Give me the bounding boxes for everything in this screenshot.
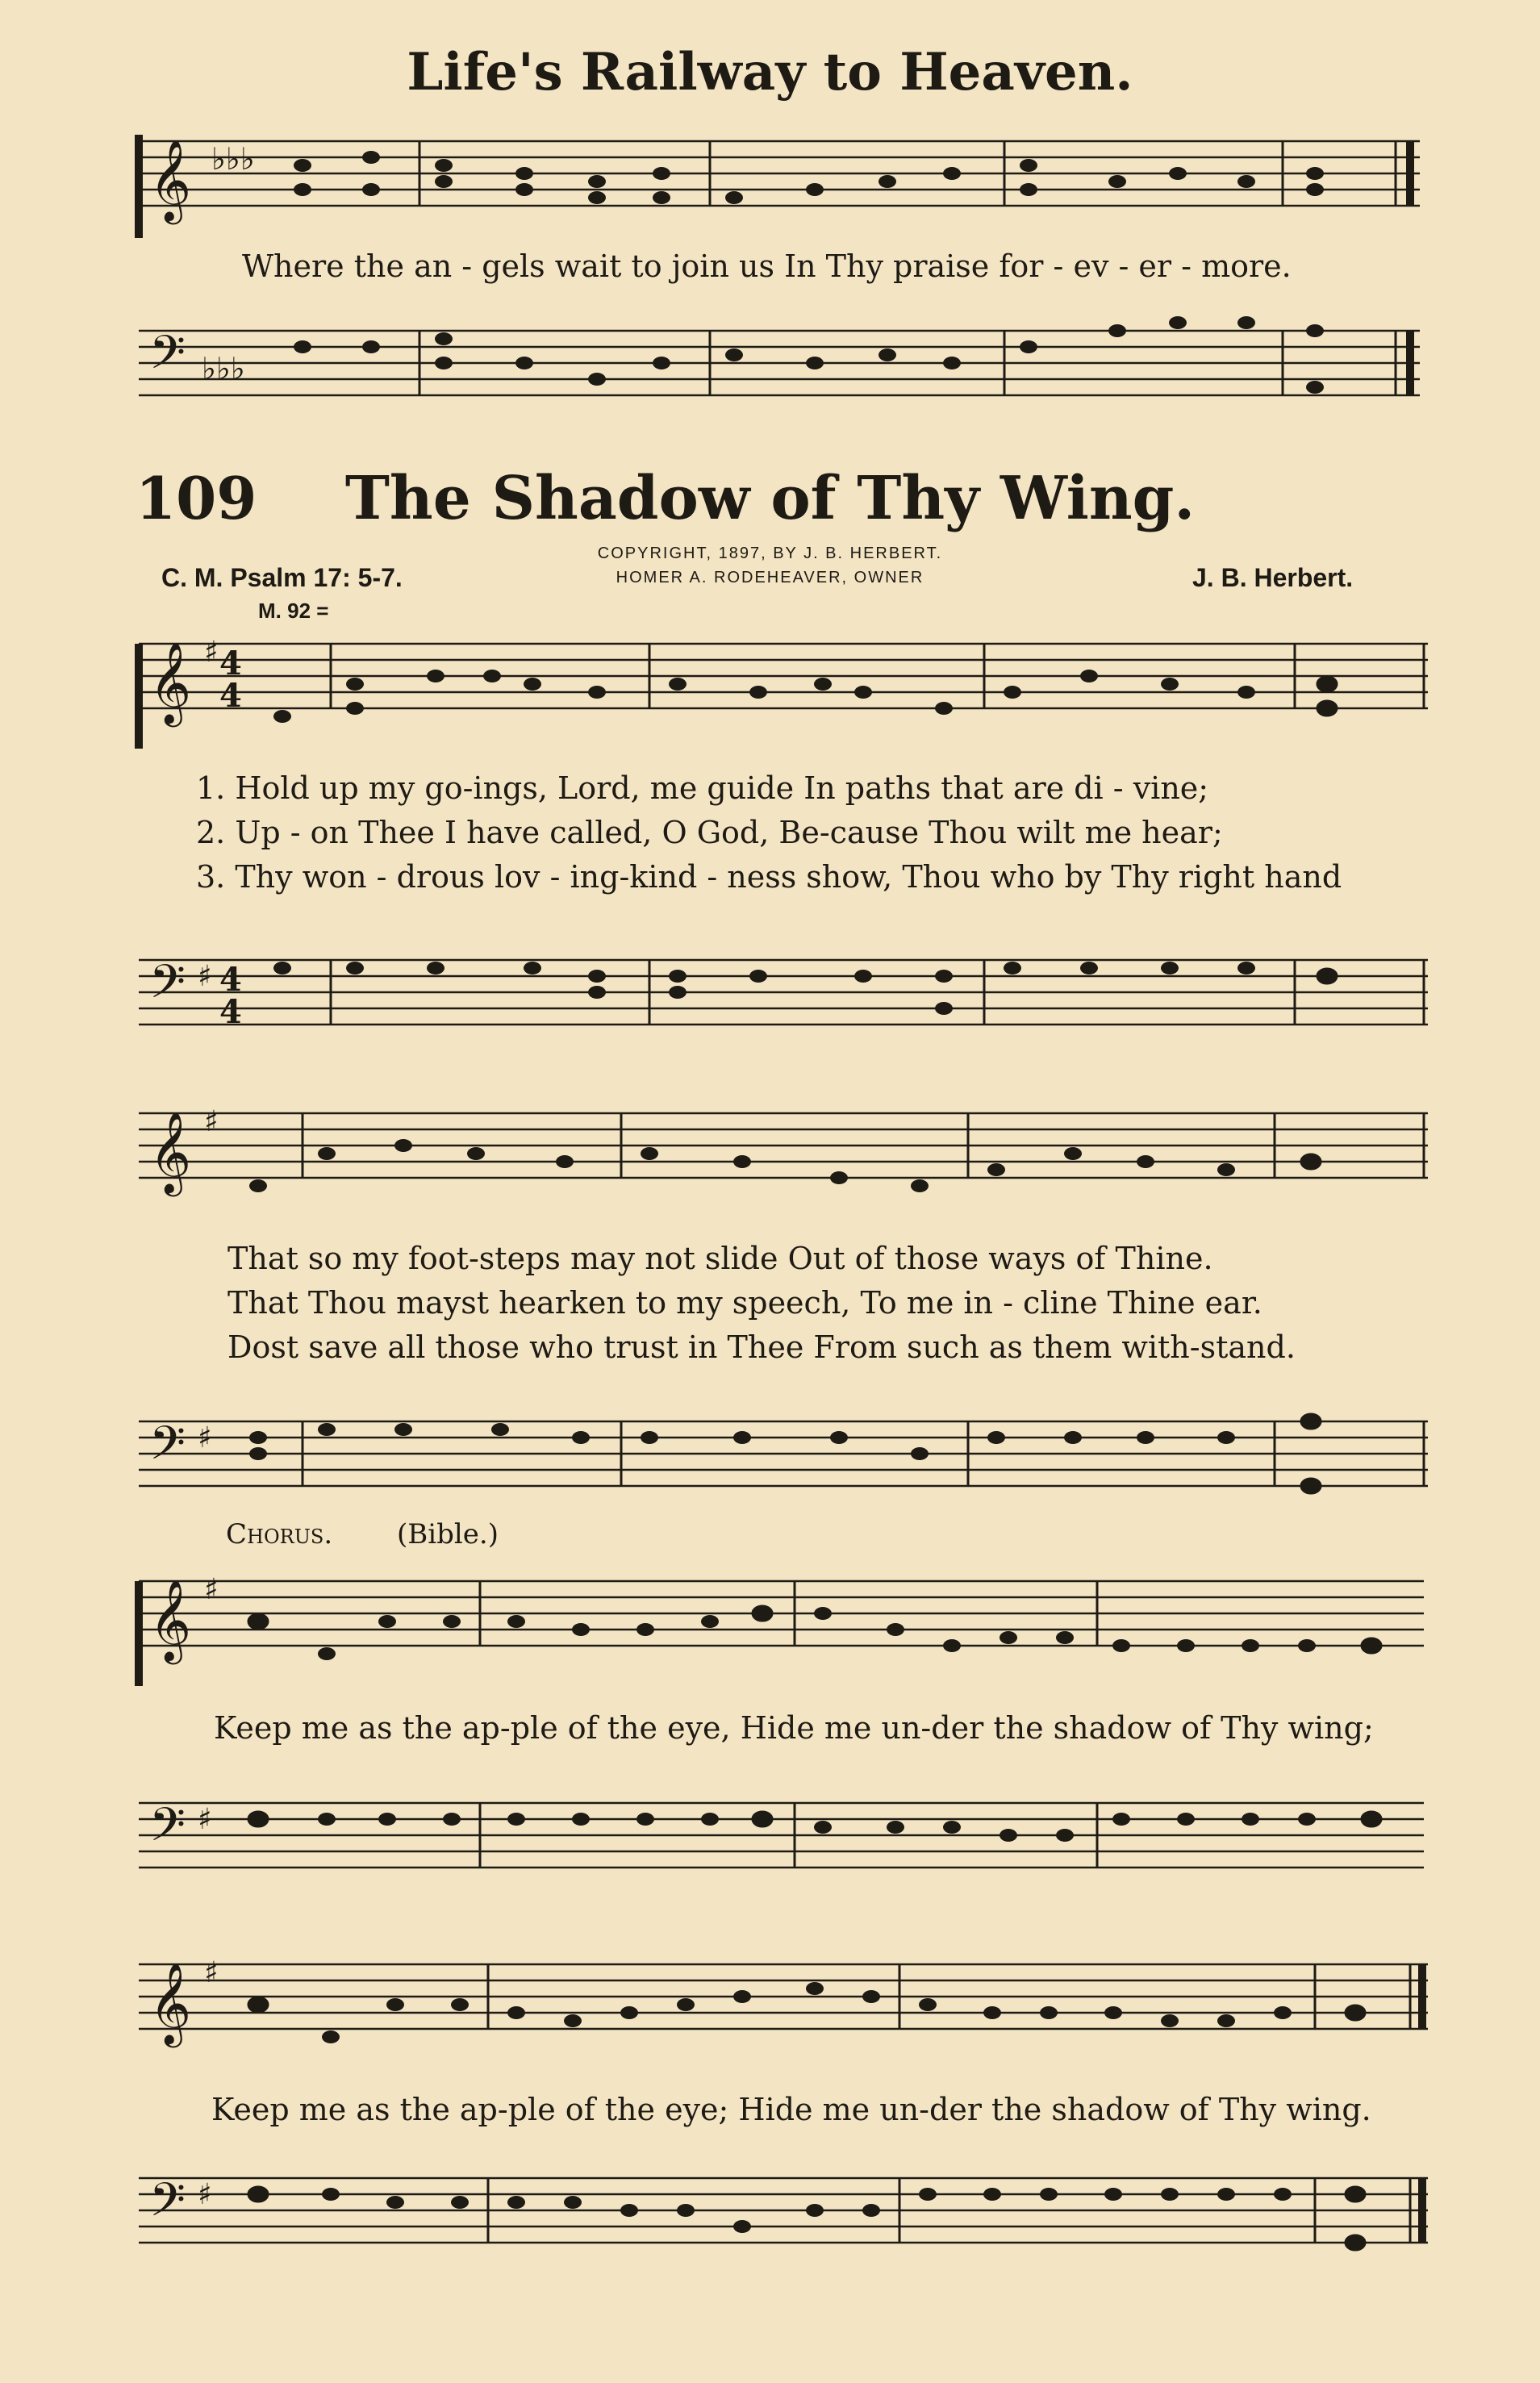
svg-text:𝄢: 𝄢 bbox=[149, 954, 186, 1020]
chorus-treble-staff-1 bbox=[0, 1565, 1540, 1686]
verse-treble-staff-2 bbox=[0, 1097, 1540, 1218]
verse-1-line-2: That so my foot-steps may not slide Out of those ways of Thine. bbox=[227, 1241, 1213, 1276]
svg-text:𝄢: 𝄢 bbox=[149, 325, 186, 391]
svg-text:𝄞: 𝄞 bbox=[149, 1961, 192, 2044]
chorus-bass-staff-2 bbox=[0, 2162, 1540, 2283]
svg-text:𝄞: 𝄞 bbox=[149, 641, 192, 724]
svg-text:♯: ♯ bbox=[198, 1803, 212, 1836]
svg-text:♯: ♯ bbox=[204, 636, 219, 669]
verse-2-line-1: 2. Up - on Thee I have called, O God, Be-cause Thou wilt me hear; bbox=[196, 815, 1223, 850]
chorus-line-1: Keep me as the ap-ple of the eye, Hide me un-der the shadow of Thy wing; bbox=[214, 1710, 1374, 1746]
verse-1-line-1: 1. Hold up my go-ings, Lord, me guide In paths that are di - vine; bbox=[196, 770, 1209, 806]
hymn-number: 109 bbox=[136, 464, 257, 532]
svg-text:♭♭♭: ♭♭♭ bbox=[202, 351, 245, 386]
metronome-mark: M. 92 = bbox=[258, 599, 329, 623]
verse-treble-staff-1 bbox=[0, 628, 1540, 749]
chorus-line-2: Keep me as the ap-ple of the eye; Hide me un-der the shadow of Thy wing. bbox=[211, 2092, 1371, 2127]
svg-text:♯: ♯ bbox=[204, 1573, 219, 1606]
verse-3-line-1: 3. Thy won - drous lov - ing-kind - ness show, Thou who by Thy right hand bbox=[196, 859, 1342, 895]
svg-text:𝄢: 𝄢 bbox=[149, 2172, 186, 2239]
svg-text:𝄞: 𝄞 bbox=[149, 1110, 192, 1193]
verse-bass-staff-1 bbox=[0, 944, 1540, 1041]
svg-text:4: 4 bbox=[219, 645, 242, 682]
svg-text:♭♭♭: ♭♭♭ bbox=[211, 141, 255, 177]
composer-credit: J. B. Herbert. bbox=[1192, 563, 1354, 592]
previous-hymn-title: Life's Railway to Heaven. bbox=[407, 42, 1133, 102]
chorus-label: Chorus. bbox=[226, 1518, 333, 1550]
svg-text:♯: ♯ bbox=[198, 960, 212, 993]
verse-bass-staff-2 bbox=[0, 1405, 1540, 1502]
chorus-bass-staff-1 bbox=[0, 1787, 1540, 1884]
svg-text:𝄢: 𝄢 bbox=[149, 1416, 186, 1482]
svg-text:♯: ♯ bbox=[198, 2178, 212, 2211]
copyright-line-2: HOMER A. RODEHEAVER, OWNER bbox=[616, 569, 924, 586]
svg-text:4: 4 bbox=[219, 677, 242, 715]
chorus-source: (Bible.) bbox=[397, 1518, 499, 1550]
previous-hymn-bass-staff bbox=[0, 315, 1540, 428]
previous-hymn-lyric: Where the an - gels wait to join us In Thy praise for - ev - er - more. bbox=[242, 248, 1292, 284]
svg-text:4: 4 bbox=[219, 993, 242, 1031]
previous-hymn-treble-staff bbox=[0, 125, 1540, 238]
svg-text:𝄢: 𝄢 bbox=[149, 1797, 186, 1863]
hymn-title: The Shadow of Thy Wing. bbox=[344, 464, 1196, 533]
copyright-line-1: COPYRIGHT, 1897, BY J. B. HERBERT. bbox=[597, 545, 943, 562]
svg-text:♯: ♯ bbox=[204, 1105, 219, 1138]
svg-text:𝄞: 𝄞 bbox=[149, 1578, 192, 1661]
svg-text:♯: ♯ bbox=[198, 1421, 212, 1454]
svg-text:4: 4 bbox=[219, 961, 242, 999]
chorus-treble-staff-2 bbox=[0, 1948, 1540, 2069]
verse-2-line-2: That Thou mayst hearken to my speech, To me in - cline Thine ear. bbox=[227, 1285, 1262, 1321]
verse-3-line-2: Dost save all those who trust in Thee From such as them with-stand. bbox=[227, 1329, 1296, 1365]
meter-and-scripture: C. M. Psalm 17: 5-7. bbox=[161, 563, 403, 592]
svg-text:𝄞: 𝄞 bbox=[149, 138, 192, 221]
svg-text:♯: ♯ bbox=[204, 1956, 219, 1989]
